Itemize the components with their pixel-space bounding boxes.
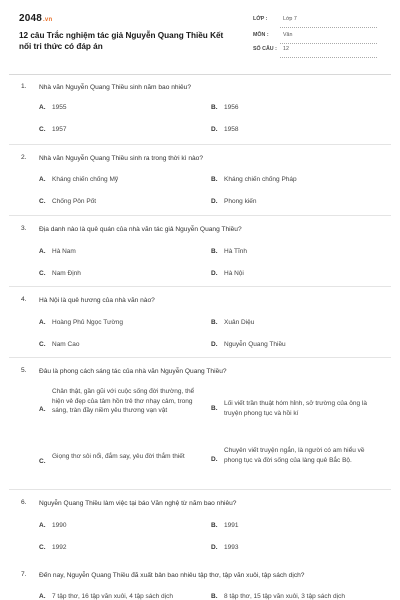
option-letter: C. — [39, 270, 46, 277]
question-separator — [9, 286, 391, 287]
meta-grade — [253, 14, 377, 28]
question-number: 7. — [21, 571, 27, 578]
option-letter: D. — [211, 270, 218, 277]
question-number: 2. — [21, 154, 27, 161]
question-number: 1. — [21, 83, 27, 90]
page-title: 12 câu Trắc nghiệm tác giả Nguyễn Quang Thiều Kết nối tri thức có đáp án — [19, 31, 224, 51]
question-number: 6. — [21, 499, 27, 506]
option-text: 1992 — [52, 544, 67, 551]
option-text: 8 tập thơ, 15 tập văn xuôi, 3 tập sách dịch — [224, 593, 345, 600]
option-text: 1955 — [52, 104, 67, 111]
meta-label: LỚP : — [253, 16, 268, 22]
option-letter: B. — [211, 248, 218, 255]
question-text: Địa danh nào là quê quán của nhà văn tác giả Nguyễn Quang Thiều? — [39, 226, 242, 233]
option-letter: D. — [211, 544, 218, 551]
option-letter: A. — [39, 319, 46, 326]
meta-label: SỐ CÂU : — [253, 46, 277, 52]
option-letter: B. — [211, 522, 218, 529]
option-letter: D. — [211, 198, 218, 205]
option-a[interactable] — [39, 387, 209, 435]
option-letter: B. — [211, 319, 218, 326]
question-number: 5. — [21, 367, 27, 374]
question-number: 3. — [21, 225, 27, 232]
option-letter: A. — [39, 522, 46, 529]
question-text: Nhà văn Nguyễn Quang Thiều sinh ra trong thời kì nào? — [39, 155, 204, 162]
option-text: Hà Tĩnh — [224, 248, 248, 255]
option-letter: D. — [211, 456, 218, 463]
question-text: Hà Nội là quê hương của nhà văn nào? — [39, 297, 155, 304]
option-text: Chống Pôn Pốt — [52, 198, 97, 205]
meta-subject — [253, 30, 377, 44]
option-letter: B. — [211, 593, 218, 600]
option-letter: C. — [39, 341, 46, 348]
question-7 — [0, 571, 400, 600]
option-text: Xuân Diệu — [224, 319, 255, 326]
option-text: Lối viết trần thuật hóm hỉnh, sở trường của ông là truyện phong tục và hồi kí — [224, 400, 367, 417]
option-letter: C. — [39, 198, 46, 205]
option-text: Kháng chiến chống Pháp — [224, 176, 297, 183]
option-letter: D. — [211, 341, 218, 348]
option-text: 1957 — [52, 126, 67, 133]
meta-underline — [280, 57, 377, 58]
option-text: 7 tập thơ, 16 tập văn xuôi, 4 tập sách dịch — [52, 593, 173, 600]
logo-suffix: .vn — [43, 17, 53, 23]
option-text: Hoàng Phủ Ngọc Tường — [52, 319, 124, 326]
meta-value: 12 — [283, 46, 289, 52]
option-text: Giọng thơ sôi nổi, đắm say, yêu đời thắm thiết — [52, 453, 185, 460]
option-text: Nguyễn Quang Thiều — [224, 341, 286, 348]
site-logo[interactable] — [19, 13, 52, 24]
logo-main: 2048 — [19, 13, 43, 24]
option-letter: A. — [39, 406, 46, 413]
question-separator — [9, 215, 391, 216]
option-text: 1958 — [224, 126, 239, 133]
option-letter: C. — [39, 458, 46, 465]
question-text: Nhà văn Nguyễn Quang Thiều sinh năm bao nhiêu? — [39, 84, 192, 91]
option-text: Chuyên viết truyện ngắn, là người có am hiểu về phong tục và đời sống của làng quê Bắc Bộ. — [224, 447, 365, 464]
question-text: Nguyễn Quang Thiều làm việc tại báo Văn nghệ từ năm bao nhiêu? — [39, 500, 237, 507]
option-text: 1991 — [224, 522, 239, 529]
question-separator — [9, 144, 391, 145]
meta-value: Văn — [283, 32, 293, 38]
question-separator — [9, 357, 391, 358]
option-text: 1993 — [224, 544, 239, 551]
meta-underline — [280, 27, 377, 28]
option-text: Nam Định — [52, 270, 81, 277]
option-text: Kháng chiến chống Mỹ — [52, 176, 119, 183]
question-number: 4. — [21, 296, 27, 303]
meta-label: MÔN : — [253, 32, 269, 38]
option-letter: B. — [211, 405, 218, 412]
meta-question-count — [253, 44, 377, 58]
option-text: 1956 — [224, 104, 239, 111]
option-text: Phong kiến — [224, 198, 257, 205]
option-letter: A. — [39, 593, 46, 600]
option-text: 1990 — [52, 522, 67, 529]
question-text: Đến nay, Nguyễn Quang Thiều đã xuất bản bao nhiêu tập thơ, tập văn xuôi, tập sách dịch? — [39, 572, 305, 579]
meta-value: Lớp 7 — [283, 16, 297, 22]
option-letter: C. — [39, 126, 46, 133]
question-text: Đâu là phong cách sáng tác của nhà văn Nguyễn Quang Thiều? — [39, 368, 227, 375]
option-text: Chân thật, gần gũi với cuộc sống đời thường, thể hiện vẻ đẹp của tâm hồn trẻ thơ nhạy cảm, trong sáng, tràn đầy niềm yêu thương vạn vật — [52, 388, 195, 414]
option-letter: C. — [39, 544, 46, 551]
option-letter: A. — [39, 104, 46, 111]
option-letter: B. — [211, 176, 218, 183]
page-header — [0, 0, 400, 80]
option-text: Hà Nam — [52, 248, 76, 255]
option-letter: B. — [211, 104, 218, 111]
option-text: Hà Nội — [224, 270, 244, 277]
header-divider — [9, 74, 391, 75]
option-letter: A. — [39, 176, 46, 183]
option-text: Nam Cao — [52, 341, 80, 348]
option-letter: D. — [211, 126, 218, 133]
question-separator — [9, 489, 391, 490]
option-letter: A. — [39, 248, 46, 255]
